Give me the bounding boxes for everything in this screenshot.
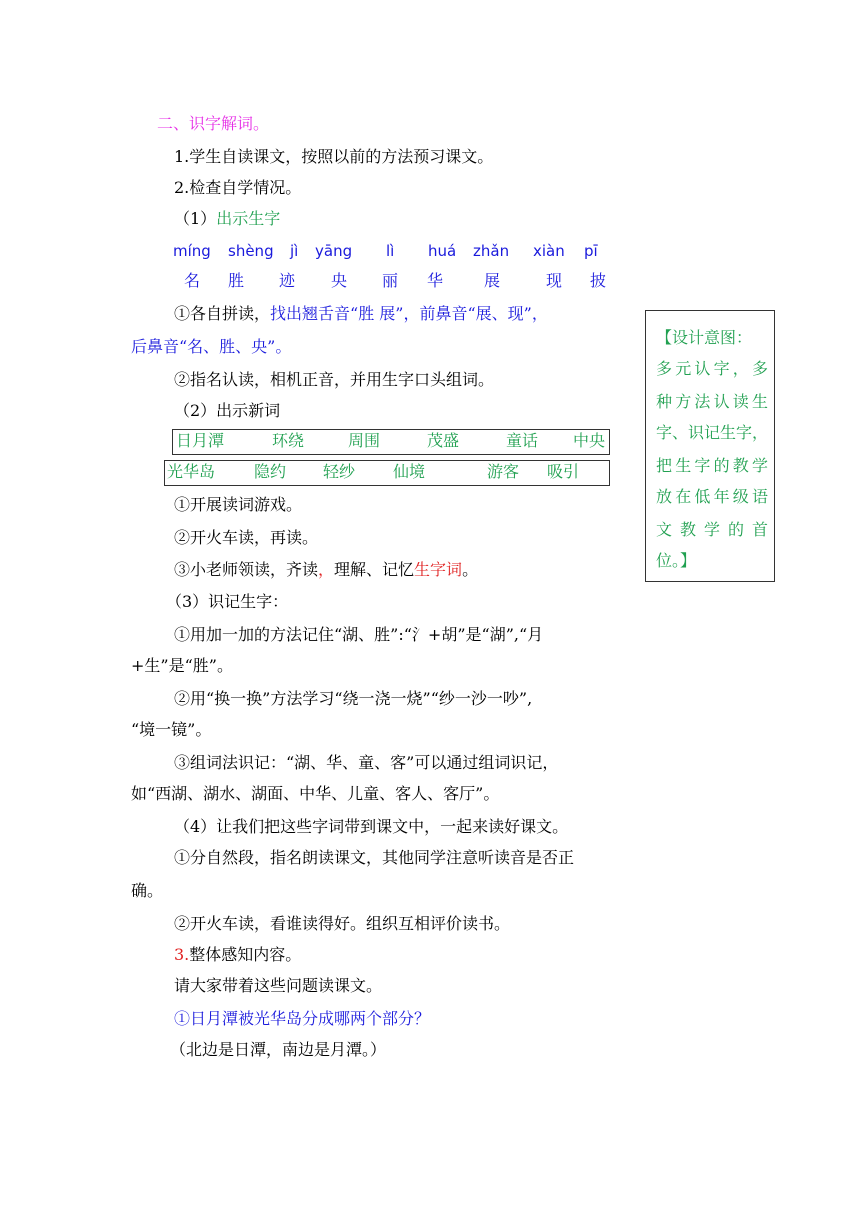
word-box-row-2 — [164, 460, 610, 486]
memory-method-2-cont: “境一镜”。 — [131, 720, 212, 739]
vocab-word: 仙境 — [393, 462, 426, 481]
vocab-word: 日月潭 — [176, 431, 225, 450]
pinyin-item: míng — [173, 242, 211, 260]
section-title: 二、识字解词。 — [157, 114, 270, 133]
pinyin-item: pī — [584, 242, 598, 260]
subsection-1-label: 出示生字 — [216, 209, 281, 228]
reading-step-1: ①分自然段，指名朗读课文，其他同学注意听读音是否正 — [174, 848, 575, 867]
memory-method-3: ③组词法识记：“湖、华、童、客”可以通过组词识记， — [174, 753, 559, 772]
character: 胜 — [228, 271, 245, 290]
read-instruction-1: ①各自拼读，找出翘舌音“胜 展”，前鼻音“展、现”， — [174, 304, 548, 323]
subsection-3: （3）识记生字： — [166, 592, 289, 611]
pinyin-item: jì — [290, 242, 299, 260]
design-intent-line: 文 教 学 的 首 — [656, 520, 768, 539]
design-intent-line: 位。】 — [656, 551, 697, 570]
subsection-4: （4）让我们把这些字词带到课文中，一起来读好课文。 — [174, 817, 569, 836]
memory-method-1-cont: +生”是“胜”。 — [131, 656, 233, 675]
character: 迹 — [279, 271, 296, 290]
vocab-word: 游客 — [487, 462, 520, 481]
pinyin-item: huá — [428, 242, 457, 260]
design-intent-line: 放在低年级语 — [656, 487, 768, 506]
step-1-text: 1.学生自读课文，按照以前的方法预习课文。 — [174, 147, 494, 166]
word-activity-2: ②开火车读，再读。 — [174, 528, 319, 547]
character: 披 — [590, 271, 607, 290]
vocab-word: 隐约 — [254, 462, 287, 481]
vocab-word: 茂盛 — [427, 431, 460, 450]
memory-method-1: ①用加一加的方法记住“湖、胜”:“氵+胡”是“湖”,“月 — [174, 625, 544, 644]
step-3-intro: 请大家带着这些问题读课文。 — [174, 976, 383, 995]
subsection-1-prefix: （1） — [174, 209, 217, 228]
pinyin-item: yāng — [315, 242, 353, 260]
subsection-2: （2）出示新词 — [174, 401, 281, 420]
vocab-word: 轻纱 — [323, 462, 356, 481]
pinyin-item: lì — [386, 242, 395, 260]
vocab-word: 中央 — [573, 431, 606, 450]
word-activity-1: ①开展读词游戏。 — [174, 495, 303, 514]
vocab-word: 吸引 — [547, 462, 580, 481]
design-intent-line: 【设计意图： — [656, 328, 753, 347]
character: 名 — [184, 271, 201, 290]
question-1: ①日月潭被光华岛分成哪两个部分？ — [174, 1009, 431, 1028]
vocab-word: 光华岛 — [167, 462, 216, 481]
character: 现 — [546, 271, 563, 290]
design-intent-line: 把生字的教学 — [656, 456, 768, 475]
character: 展 — [484, 271, 501, 290]
pinyin-item: shèng — [228, 242, 274, 260]
pinyin-item: xiàn — [533, 242, 565, 260]
design-intent-box — [645, 310, 775, 582]
memory-method-3-cont: 如“西湖、湖水、湖面、中华、儿童、客人、客厅”。 — [131, 784, 500, 803]
vocab-word: 童话 — [506, 431, 539, 450]
reading-step-1-cont: 确。 — [131, 881, 164, 900]
step-2-text: 2.检查自学情况。 — [174, 178, 302, 197]
vocab-word: 环绕 — [272, 431, 305, 450]
answer-1: （北边是日潭，南边是月潭。） — [170, 1040, 387, 1059]
design-intent-line: 字、识记生字， — [656, 423, 769, 442]
vocab-word: 周围 — [348, 431, 381, 450]
memory-method-2: ②用“换一换”方法学习“绕一浇一烧”“纱一沙一吵”, — [174, 689, 533, 708]
pinyin-item: zhǎn — [473, 242, 510, 260]
character: 央 — [331, 271, 348, 290]
design-intent-line: 多元认字，多 — [656, 359, 768, 378]
reading-step-2: ②开火车读，看谁读得好。组织互相评价读书。 — [174, 914, 511, 933]
character: 丽 — [382, 271, 399, 290]
step-3-text: 3.整体感知内容。 — [174, 945, 302, 964]
design-intent-line: 种方法认读生 — [656, 392, 768, 411]
subsection-1 — [174, 209, 280, 229]
word-activity-3: ③小老师领读，齐读，理解、记忆生字词。 — [174, 560, 479, 579]
read-instruction-1-cont: 后鼻音“名、胜、央”。 — [131, 337, 292, 356]
character: 华 — [427, 271, 444, 290]
read-instruction-2: ②指名认读，相机正音，并用生字口头组词。 — [174, 370, 495, 389]
word-box-row-1 — [172, 429, 610, 455]
